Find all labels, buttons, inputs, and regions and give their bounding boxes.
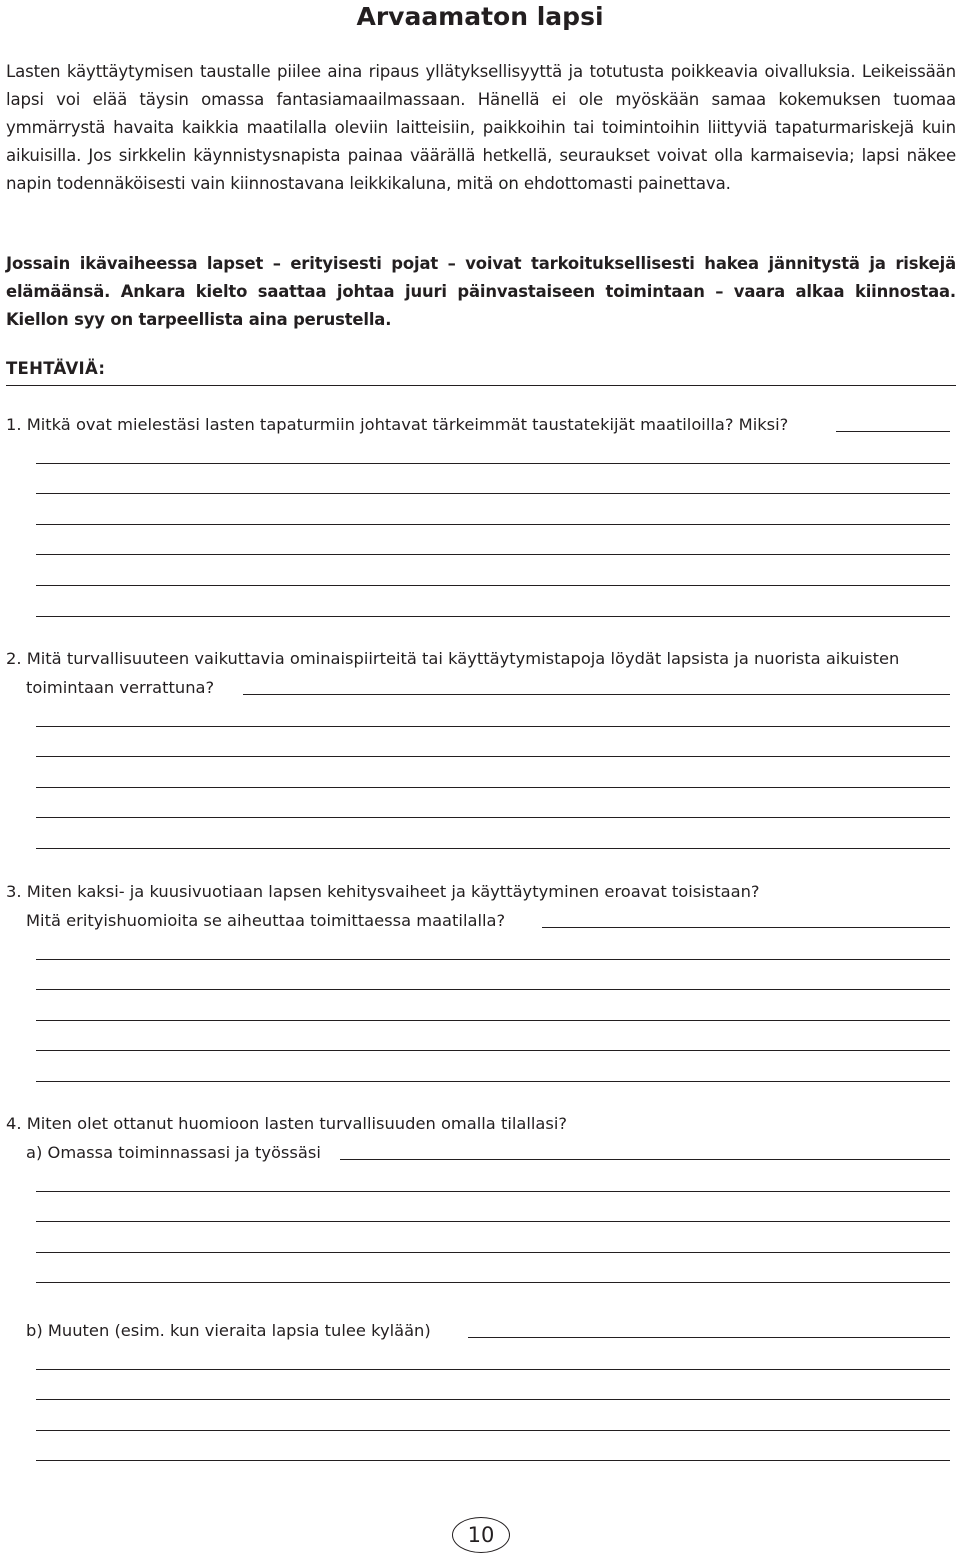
answer-line[interactable]	[36, 848, 950, 849]
answer-line[interactable]	[36, 1282, 950, 1283]
page-title: Arvaamaton lapsi	[356, 2, 604, 31]
question-2: 2. Mitä turvallisuuteen vaikuttavia ominaispiirteitä tai käyttäytymistapoja löydät lapsista ja nuorista aikuisten	[6, 649, 900, 668]
answer-line[interactable]	[36, 817, 950, 818]
answer-line[interactable]	[542, 927, 950, 928]
answer-line[interactable]	[36, 1369, 950, 1370]
answer-line[interactable]	[36, 787, 950, 788]
answer-line[interactable]	[36, 1081, 950, 1082]
question-3: 3. Miten kaksi- ja kuusivuotiaan lapsen kehitysvaiheet ja käyttäytyminen eroavat toisistaan?	[6, 882, 760, 901]
answer-line[interactable]	[36, 554, 950, 555]
answer-line[interactable]	[36, 1252, 950, 1253]
answer-line[interactable]	[36, 1221, 950, 1222]
answer-line[interactable]	[243, 694, 950, 695]
answer-line[interactable]	[36, 989, 950, 990]
intro-paragraph: Lasten käyttäytymisen taustalle piilee aina ripaus yllätyksellisyyttä ja totutusta poikkeavia oivalluksia. Leikeissään lapsi voi elää täysin omassa fantasiamaailmassaan. Hänellä ei ole myöskään samaa kokemuksen tuomaa ymmärrystä havaita kaikkia maatilalla oleviin laitteisiin, paikkoihin tai toimintoihin liittyviä tapaturmariskejä kuin aikuisilla. Jos sirkkelin käynnistysnapista painaa väärällä hetkellä, seuraukset voivat olla karmaisevia; lapsi näkee napin todennäköisesti vain kiinnostavana leikkikaluna, mitä on ehdottomasti painettava.	[6, 62, 956, 193]
answer-line[interactable]	[36, 756, 950, 757]
answer-line[interactable]	[36, 616, 950, 617]
answer-line[interactable]	[36, 1191, 950, 1192]
answer-line[interactable]	[36, 493, 950, 494]
answer-line[interactable]	[36, 726, 950, 727]
answer-line[interactable]	[36, 959, 950, 960]
answer-line[interactable]	[468, 1337, 950, 1338]
heading-rule	[6, 385, 956, 386]
tasks-heading: TEHTÄVIÄ:	[6, 359, 106, 378]
answer-line[interactable]	[36, 463, 950, 464]
answer-line[interactable]	[340, 1159, 950, 1160]
answer-line[interactable]	[36, 1020, 950, 1021]
answer-line[interactable]	[36, 524, 950, 525]
answer-line[interactable]	[836, 431, 950, 432]
answer-line[interactable]	[36, 1460, 950, 1461]
answer-line[interactable]	[36, 585, 950, 586]
page-number: 10	[452, 1517, 510, 1553]
answer-line[interactable]	[36, 1399, 950, 1400]
answer-line[interactable]	[36, 1430, 950, 1431]
question-2-cont: toimintaan verrattuna?	[26, 678, 215, 697]
answer-line[interactable]	[36, 1050, 950, 1051]
question-4a: a) Omassa toiminnassasi ja työssäsi	[26, 1143, 321, 1162]
question-4b: b) Muuten (esim. kun vieraita lapsia tulee kylään)	[26, 1321, 431, 1340]
question-4: 4. Miten olet ottanut huomioon lasten turvallisuuden omalla tilallasi?	[6, 1114, 568, 1133]
question-1: 1. Mitkä ovat mielestäsi lasten tapaturmiin johtavat tärkeimmät taustatekijät maatiloilla? Miksi?	[6, 415, 789, 434]
question-3-cont: Mitä erityishuomioita se aiheuttaa toimittaessa maatilalla?	[26, 911, 506, 930]
emphasis-paragraph: Jossain ikävaiheessa lapset – erityisesti pojat – voivat tarkoituksellisesti hakea jännitystä ja riskejä elämäänsä. Ankara kielto saattaa johtaa juuri päinvastaiseen toimintaan – vaara alkaa kiinnostaa. Kiellon syy on tarpeellista aina perustella.	[6, 254, 956, 329]
